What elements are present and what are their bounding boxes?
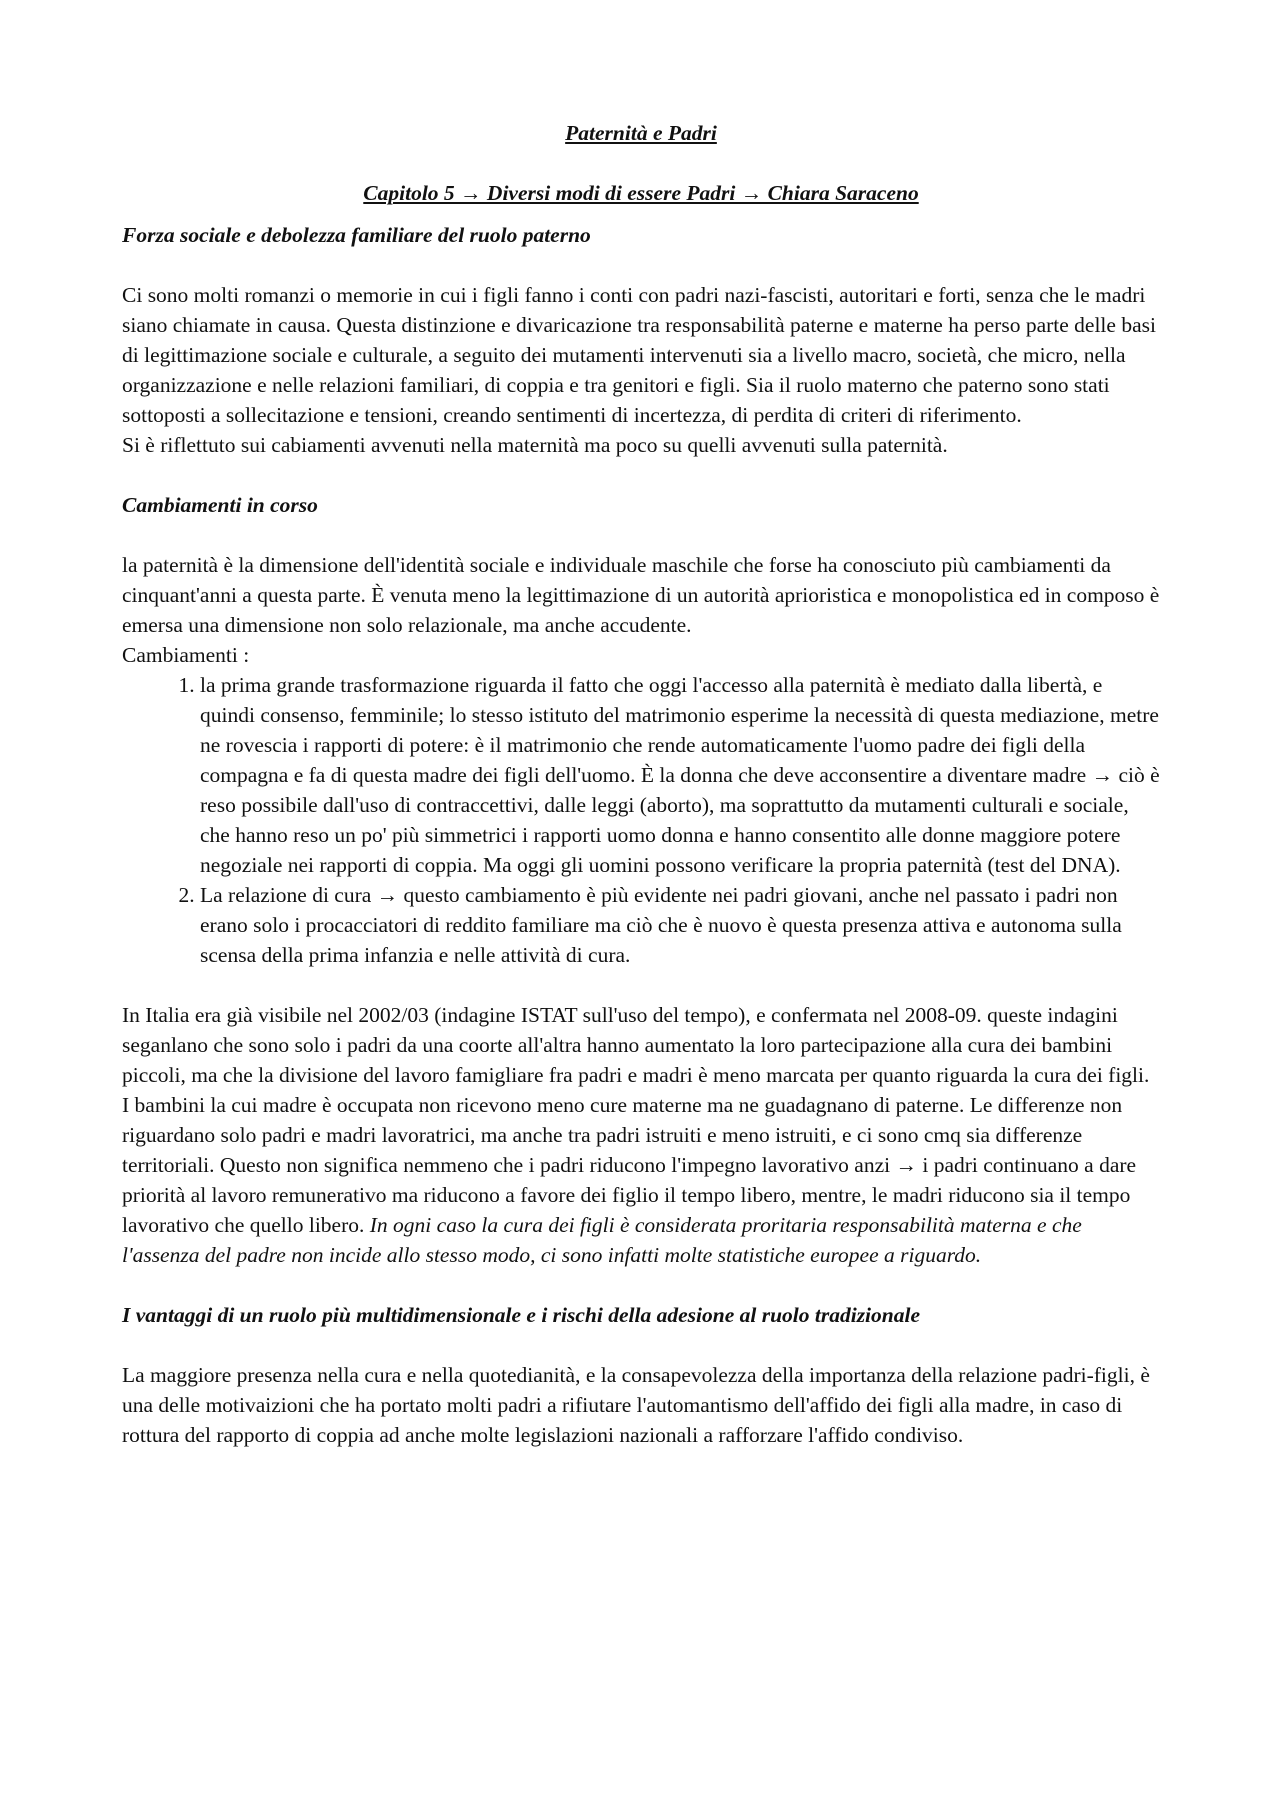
chapter-title: Capitolo 5 → Diversi modi di essere Padri → Chiara Saraceno xyxy=(363,181,919,205)
section-heading-vantaggi: I vantaggi di un ruolo più multidimensionale e i rischi della adesione al ruolo tradizionale xyxy=(122,1303,921,1327)
list-item: 2. La relazione di cura → questo cambiamento è più evidente nei padri giovani, anche nel passato i padri non erano solo i procacciatori di reddito familiare ma ciò che è nuovo è questa presenza attiva e autonoma sulla scensa della prima infanzia e nelle attività di cura. xyxy=(200,880,1160,970)
section3-paragraph: La maggiore presenza nella cura e nella quotedianità, e la consapevolezza della importanza della relazione padri-figli, è una delle motivaizioni che ha portato molti padri a rifiutare l'automantismo dell'affido dei figli alla madre, in caso di rottura del rapporto di coppia ad anche molte legislazioni nazionali a rafforzare l'affido condiviso. xyxy=(122,1363,1150,1447)
italic-conclusion: In ogni caso la cura dei figli è considerata proritaria responsabilità materna e che l'assenza del padre non incide allo stesso modo, ci sono infatti molte statistiche europee a riguardo. xyxy=(122,1213,1082,1267)
paragraph-text: In Italia era già visibile nel 2002/03 (indagine ISTAT sull'uso del tempo), e confermata nel 2008-09. queste indagini seganlano che sono solo i padri da una coorte all'altra hanno aumentato la loro partecipazione alla cura dei bambini piccoli, ma che la divisione del lavoro famigliare fra padri e madri è meno marcata per quanto riguarda la cura dei figli. I bambini la cui madre è occupata non ricevono meno cure materne ma ne guadagnano di paterne. Le differenze non riguardano solo padri e madri lavoratrici, ma anche tra padri istruiti e meno istruiti, e ci sono cmq sia differenze territoriali. Questo non significa nemmeno che i padri riducono l'impegno lavorativo anzi → i padri continuano a dare priorità al lavoro remunerativo ma riducono a favore dei figlio il tempo libero, mentre, le madri riducono sia il tempo lavorativo che quello libero. xyxy=(122,1003,1150,1237)
changes-list-label: Cambiamenti : xyxy=(122,643,250,667)
section1-paragraph: Ci sono molti romanzi o memorie in cui i figli fanno i conti con padri nazi-fascisti, autoritari e forti, senza che le madri siano chiamate in causa. Questa distinzione e divaricazione tra responsabilità paterne e materne ha perso parte delle basi di legittimazione sociale e culturale, a seguito dei mutamenti intervenuti sia a livello macro, società, che micro, nella organizzazione e nelle relazioni familiari, di coppia e tra genitori e figli. Sia il ruolo materno che paterno sono stati sottoposti a sollecitazione e tensioni, creando sentimenti di incertezza, di perdita di criteri di riferimento. xyxy=(122,283,1156,427)
changes-list xyxy=(122,670,1160,970)
list-item: 1. la prima grande trasformazione riguarda il fatto che oggi l'accesso alla paternità è mediato dalla libertà, e quindi consenso, femminile; lo stesso istituto del matrimonio esperime la necessità di questa mediazione, metre ne rovescia i rapporti di potere: è il matrimonio che rende automaticamente l'uomo padre dei figli della compagna e fa di questa madre dei figli dell'uomo. È la donna che deve acconsentire a diventare madre → ciò è reso possibile dall'uso di contraccettivi, dalle leggi (aborto), ma soprattutto da mutamenti culturali e sociale, che hanno reso un po' più simmetrici i rapporti uomo donna e hanno consentito alle donne maggiore potere negoziale nei rapporti di coppia. Ma oggi gli uomini possono verificare la propria paternità (test del DNA). xyxy=(200,670,1160,880)
section2-paragraph-2 xyxy=(122,1000,1160,1270)
document-title: Paternità e Padri xyxy=(565,121,717,145)
section-heading-cambiamenti: Cambiamenti in corso xyxy=(122,493,318,517)
section2-paragraph: la paternità è la dimensione dell'identità sociale e individuale maschile che forse ha conosciuto più cambiamenti da cinquant'anni a questa parte. È venuta meno la legittimazione di un autorità aprioristica e monopolistica ed in composo è emersa una dimensione non solo relazionale, ma anche accudente. xyxy=(122,553,1160,637)
section-heading-forza-sociale: Forza sociale e debolezza familiare del ruolo paterno xyxy=(122,223,591,247)
section1-paragraph-2: Si è riflettuto sui cabiamenti avvenuti nella maternità ma poco su quelli avvenuti sulla paternità. xyxy=(122,433,948,457)
